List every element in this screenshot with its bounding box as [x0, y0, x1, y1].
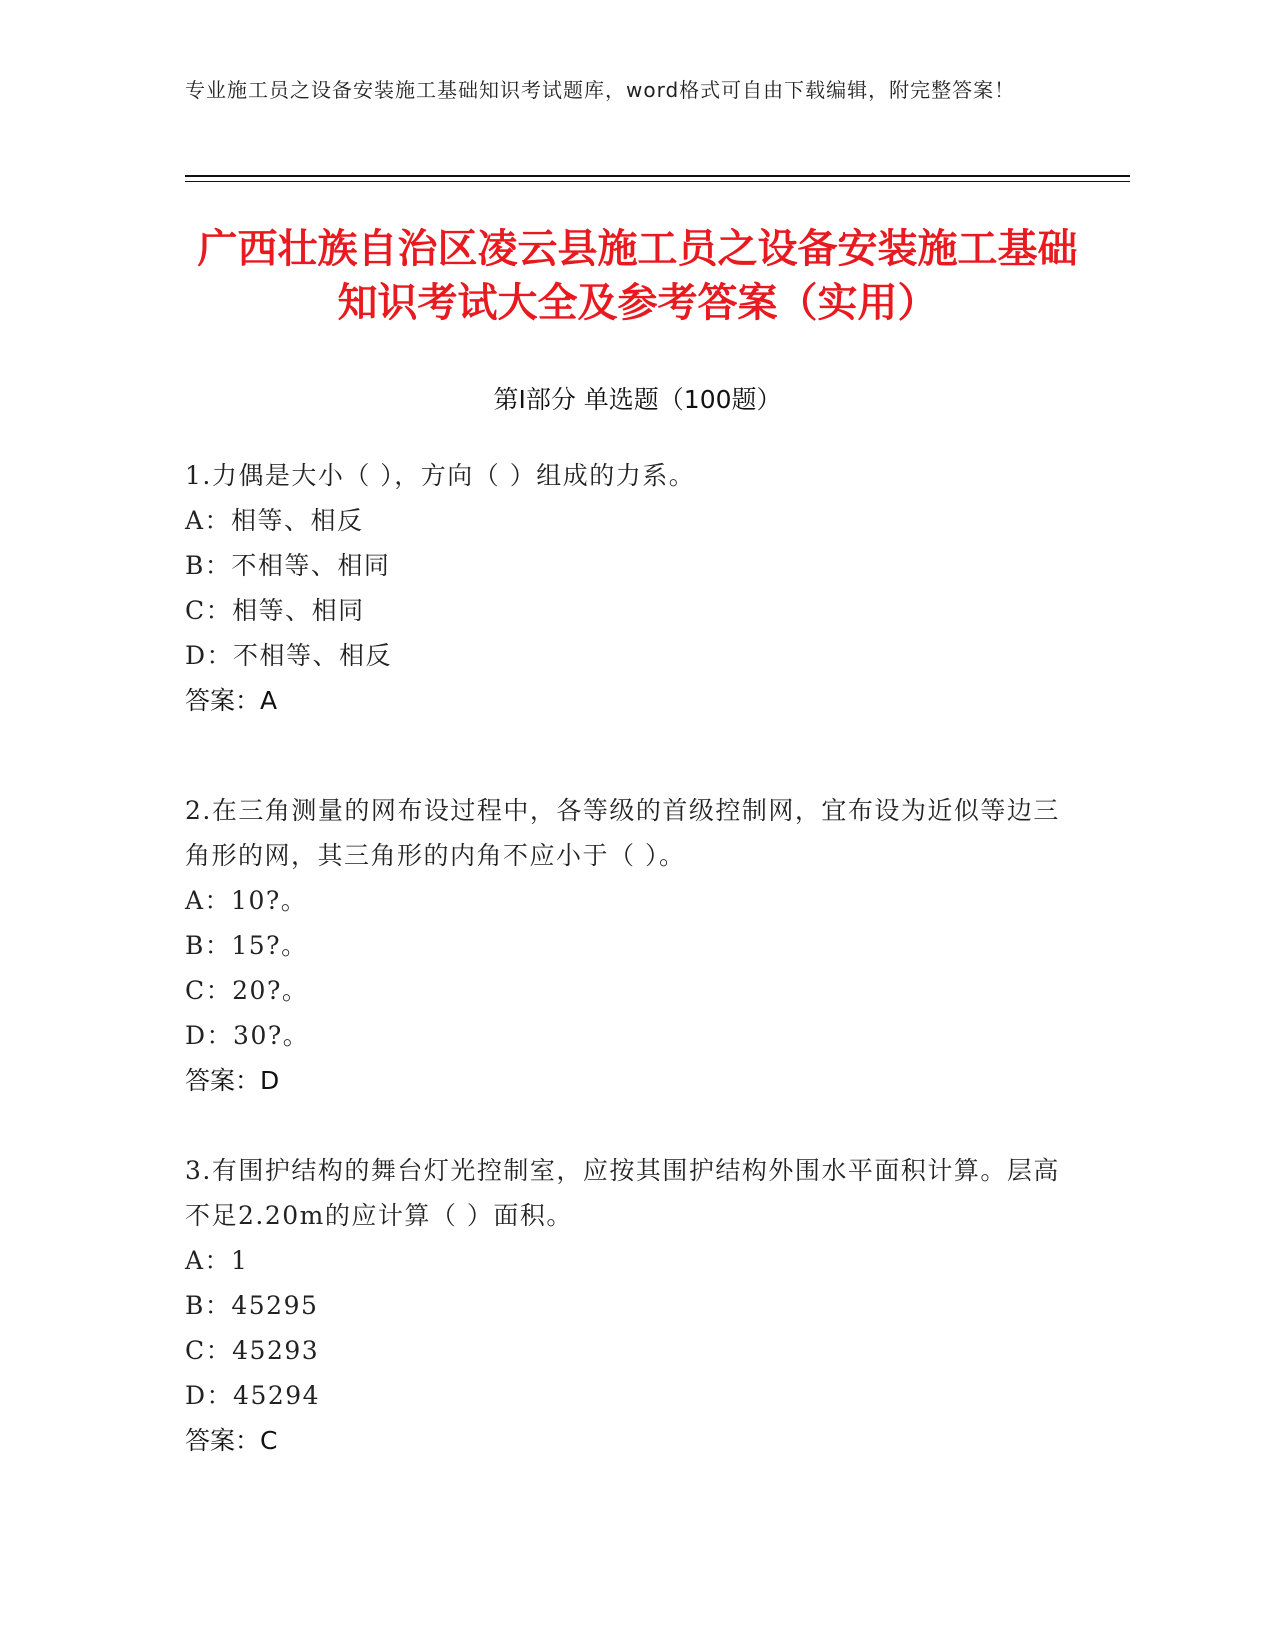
header-divider-thick — [185, 175, 1130, 177]
option-d: D：45294 — [185, 1381, 321, 1410]
question-2 — [185, 788, 1085, 1103]
answer: 答案：A — [185, 686, 278, 715]
option-c: C：45293 — [185, 1336, 320, 1365]
question-stem: 2.在三角测量的网布设过程中，各等级的首级控制网，宜布设为近似等边三角形的网，其三角形的内角不应小于（ ）。 — [185, 796, 1060, 870]
document-title: 广西壮族自治区凌云县施工员之设备安装施工基础知识考试大全及参考答案（实用） — [197, 226, 1078, 326]
question-1 — [185, 453, 1085, 723]
option-c: C：相等、相同 — [185, 596, 365, 625]
question-stem: 3.有围护结构的舞台灯光控制室，应按其围护结构外围水平面积计算。层高不足2.20m的应计算（ ）面积。 — [185, 1156, 1060, 1230]
question-3 — [185, 1148, 1085, 1463]
section-title: 第Ⅰ部分 单选题（100题） — [493, 385, 782, 414]
option-b: B：不相等、相同 — [185, 551, 391, 580]
option-c: C：20?。 — [185, 976, 309, 1005]
option-b: B：45295 — [185, 1291, 319, 1320]
option-d: D：不相等、相反 — [185, 641, 393, 670]
option-d: D：30?。 — [185, 1021, 310, 1050]
option-a: A：相等、相反 — [185, 506, 364, 535]
answer: 答案：C — [185, 1426, 278, 1455]
option-b: B：15?。 — [185, 931, 308, 960]
header-note: 专业施工员之设备安装施工基础知识考试题库，word格式可自由下载编辑，附完整答案！ — [185, 78, 1016, 102]
answer: 答案：D — [185, 1066, 280, 1095]
header-divider-thin — [185, 181, 1130, 182]
option-a: A：1 — [185, 1246, 249, 1275]
option-a: A：10?。 — [185, 886, 308, 915]
question-stem: 1.力偶是大小（ ），方向（ ）组成的力系。 — [185, 461, 696, 490]
